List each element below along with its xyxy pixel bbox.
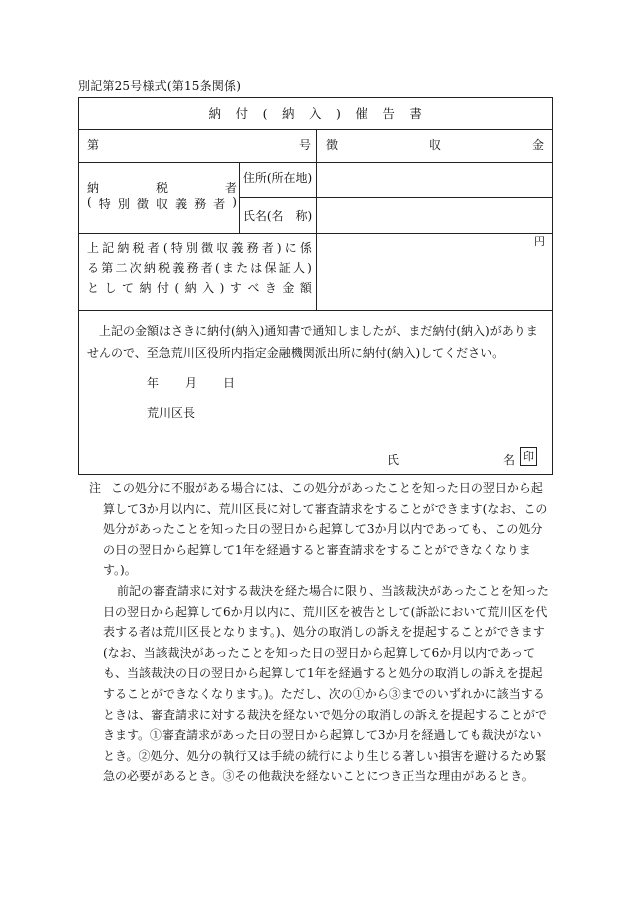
- amount-label-char: は: [250, 261, 263, 275]
- taxpayer-label-char: 収: [155, 197, 168, 211]
- taxpayer-label-char: 特: [98, 197, 111, 211]
- amount-label-char: (: [174, 281, 180, 295]
- address-label: 住所(所在地): [242, 171, 313, 185]
- amount-label-char: 者: [147, 241, 160, 255]
- note-paragraph-2: 前記の審査請求に対する裁決を経た場合に限り、当該裁決があったことを知った日の翌日から起算して6か月以内に、荒川区を被告として(訴訟において荒川区を代表する者は荒川区長となります。)、処分の取消しの訴えを提起することができます(なお、当該裁決があったことを知った日の翌日から起算して6か月以内であっても、当該裁決の日の翌日から起算して1年を経過すると処分の取消しの訴えを提起することができなくなります。)。ただし、次の①から③までのいずれかに該当するときは、審査請求に対する裁決を経ないで処分の取消しの訴えを提起することができます。①審査請求があった日の翌日から起算して3か月を経過しても裁決がないとき。②処分、処分の執行又は手続の続行により生じる著しい損害を避けるため緊急の必要があるとき。③その他裁決を経ないことにつき正当な理由があるとき。: [103, 583, 549, 784]
- yen-unit: 円: [534, 235, 545, 248]
- title-char: 納: [281, 106, 295, 121]
- amount-label-char: 係: [299, 241, 312, 255]
- amount-label-char: て: [122, 281, 135, 295]
- note-label: 注: [89, 481, 102, 495]
- amount-label-char: 特: [170, 241, 183, 255]
- amount-field[interactable]: [319, 248, 529, 303]
- taxpayer-label-char: 税: [155, 181, 168, 195]
- amount-label-char: 者: [200, 261, 213, 275]
- title-char: 告: [382, 106, 396, 121]
- note-paragraph-1: [89, 478, 552, 581]
- collection-label: [324, 129, 552, 162]
- collection-char: 徴: [326, 138, 339, 152]
- amount-label-char: 証: [278, 261, 291, 275]
- taxpayer-label-char: 別: [117, 197, 130, 211]
- amount-label-line: [87, 278, 312, 298]
- amount-label-char: 入: [202, 281, 215, 295]
- form-reference: 別記第25号様式(第15条関係): [78, 79, 242, 93]
- taxpayer-label-char: 義: [175, 197, 188, 211]
- amount-label-char: 納: [139, 281, 152, 295]
- amount-label-char: 義: [172, 261, 185, 275]
- taxpayer-label-char: 務: [194, 197, 207, 211]
- amount-label-char: 金: [282, 281, 295, 295]
- amount-label-char: 納: [117, 241, 130, 255]
- reminder-message: 上記の金額はさきに納付(納入)通知書で通知しましたが、まだ納付(納入)がありませんので、至急荒川区役所内指定金融機関派出所に納付(納入)してください。: [87, 324, 538, 360]
- amount-label-char: 次: [129, 261, 142, 275]
- amount-label-char: (: [214, 261, 220, 275]
- date-month: 月: [185, 376, 198, 390]
- taxpayer-label-char: 者: [224, 181, 237, 195]
- amount-label-char: 徴: [201, 241, 214, 255]
- amount-label-char: 二: [115, 261, 128, 275]
- title-char: ): [336, 106, 342, 121]
- seal-mark: 印: [520, 447, 537, 466]
- taxpayer-label-char: ): [232, 195, 237, 209]
- amount-label-char: ま: [221, 261, 234, 275]
- amount-label-char: 保: [264, 261, 277, 275]
- appeal-notes: [89, 478, 552, 787]
- taxpayer-label-line2: [87, 195, 237, 212]
- taxpayer-label-line1: [87, 179, 237, 196]
- amount-label-char: ): [219, 281, 225, 295]
- amount-label-char: 上: [87, 241, 100, 255]
- issuer-name: 荒川区長: [147, 406, 196, 420]
- amount-label-char: ): [276, 241, 282, 255]
- amount-label-char: 務: [246, 241, 259, 255]
- taxpayer-label-char: (: [87, 195, 92, 209]
- row-divider-address: [239, 197, 552, 198]
- amount-label-char: 人: [292, 261, 305, 275]
- title-char: 付: [235, 106, 249, 121]
- collection-char: 金: [531, 138, 544, 152]
- row-divider-amount: [79, 310, 552, 311]
- amount-label-char: 第: [101, 261, 114, 275]
- amount-label-line: [87, 238, 312, 258]
- date-row: [147, 374, 235, 391]
- signature-shi: 氏: [387, 453, 400, 467]
- amount-label-char: 義: [231, 241, 244, 255]
- title-char: 入: [308, 106, 322, 121]
- date-day: 日: [223, 376, 236, 390]
- notice-form-table: [78, 97, 553, 475]
- title-char: (: [262, 106, 268, 121]
- signature-mei: 名: [503, 453, 516, 467]
- amount-label-char: に: [284, 241, 297, 255]
- amount-label: [87, 238, 312, 298]
- taxpayer-label-char: 者: [213, 197, 226, 211]
- amount-label-char: 税: [158, 261, 171, 275]
- number-suffix: 号: [299, 138, 312, 152]
- amount-label-char: し: [104, 281, 117, 295]
- amount-label-char: 納: [184, 281, 197, 295]
- taxpayer-label-char: 徴: [136, 197, 149, 211]
- amount-label-char: き: [264, 281, 277, 295]
- taxpayer-label-char: 納: [87, 181, 100, 195]
- amount-label-char: 務: [186, 261, 199, 275]
- address-field[interactable]: [319, 164, 549, 195]
- amount-label-char: と: [87, 281, 100, 295]
- name-field[interactable]: [319, 199, 549, 231]
- name-label: 氏名(名 称): [242, 209, 313, 223]
- amount-label-char: 収: [216, 241, 229, 255]
- amount-label-char: 額: [299, 281, 312, 295]
- amount-label-line: [87, 258, 312, 278]
- collection-char: 収: [428, 138, 441, 152]
- amount-label-char: 税: [132, 241, 145, 255]
- date-year: 年: [147, 376, 160, 390]
- note-text-1: この処分に不服がある場合には、この処分があったことを知った日の翌日から起算して3か月以内に、荒川区長に対して審査請求をすることができます(なお、この処分があったことを知った日の翌日から起算して3か月以内であっても、この処分の日の翌日から起算して1年を経過すると審査請求をすることができなくなります。)。: [103, 481, 548, 578]
- amount-label-char: 者: [261, 241, 274, 255]
- column-divider-main: [316, 129, 317, 310]
- amount-label-char: た: [236, 261, 249, 275]
- amount-label-char: る: [87, 261, 100, 275]
- form-title: [79, 98, 552, 129]
- amount-label-char: す: [229, 281, 242, 295]
- amount-label-char: ): [307, 261, 312, 275]
- amount-label-char: 記: [102, 241, 115, 255]
- number-prefix: 第: [87, 138, 100, 152]
- amount-label-char: (: [162, 241, 168, 255]
- amount-label-char: べ: [247, 281, 260, 295]
- title-char: 納: [208, 106, 222, 121]
- amount-label-char: 付: [157, 281, 170, 295]
- title-char: 催: [355, 106, 369, 121]
- amount-label-char: 別: [185, 241, 198, 255]
- amount-label-char: 納: [143, 261, 156, 275]
- title-char: 書: [409, 106, 423, 121]
